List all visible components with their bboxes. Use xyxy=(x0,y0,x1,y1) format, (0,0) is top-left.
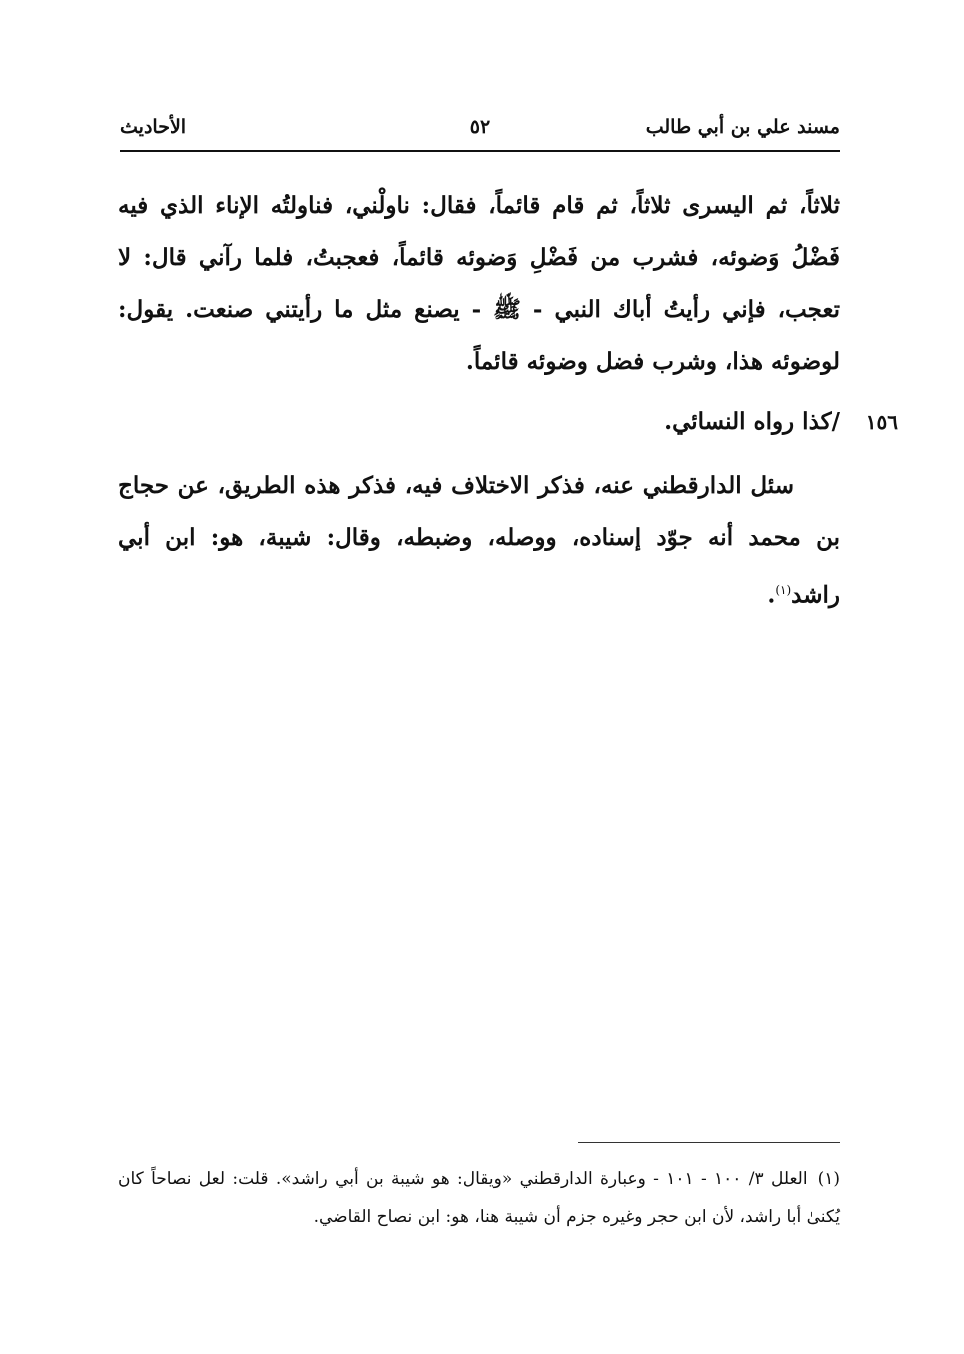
page-header xyxy=(120,112,840,148)
book-title: مسند علي بن أبي طالب xyxy=(645,116,840,138)
paragraph-2-text: سئل الدارقطني عنه، فذكر الاختلاف فيه، فذكر هذه الطريق، عن حجاج بن محمد أنه جوّد إسناده، ووصله، وضبطه، وقال: شيبة، هو: ابن أبي راشد xyxy=(118,472,840,609)
hadith-entry xyxy=(118,402,898,454)
footnote-reference[interactable]: (١) xyxy=(775,583,792,597)
footnote xyxy=(118,1160,840,1236)
body-paragraph-2 xyxy=(118,460,840,622)
footnote-text: العلل ٣/ ١٠٠ - ١٠١ - وعبارة الدارقطني «ويقال: هو شيبة بن أبي راشد». قلت: لعل نصاحاً كان يُكنىٰ أبا راشد، لأن ابن حجر وغيره جزم أن شيبة هنا، هو: ابن نصاح القاضي. xyxy=(118,1169,840,1227)
section-title: الأحاديث xyxy=(120,116,187,138)
page-number: ٥٢ xyxy=(469,116,491,138)
header-divider xyxy=(120,150,840,152)
hadith-number: ١٥٦ xyxy=(865,410,898,434)
hadith-text: /كذا رواه النسائي. xyxy=(664,408,840,435)
body-paragraph-1: ثلاثاً، ثم اليسرى ثلاثاً، ثم قام قائماً، فقال: ناولْني، فناولتُه الإناء الذي فيه فَضْلُ وَضوئه، فشرب من فَضْلِ وَضوئه قائماً، فعجبتُ، فلما رآني قال: لا تعجب، فإني رأيتُ أباك النبي - ﷺ - يصنع مثل ما رأيتني صنعت. يقول: لوضوئه هذا، وشرب فضل وضوئه قائماً. xyxy=(118,192,840,375)
footnote-marker: (١) xyxy=(817,1169,840,1189)
footnote-divider xyxy=(578,1142,840,1143)
paragraph-2-end: . xyxy=(767,581,776,609)
